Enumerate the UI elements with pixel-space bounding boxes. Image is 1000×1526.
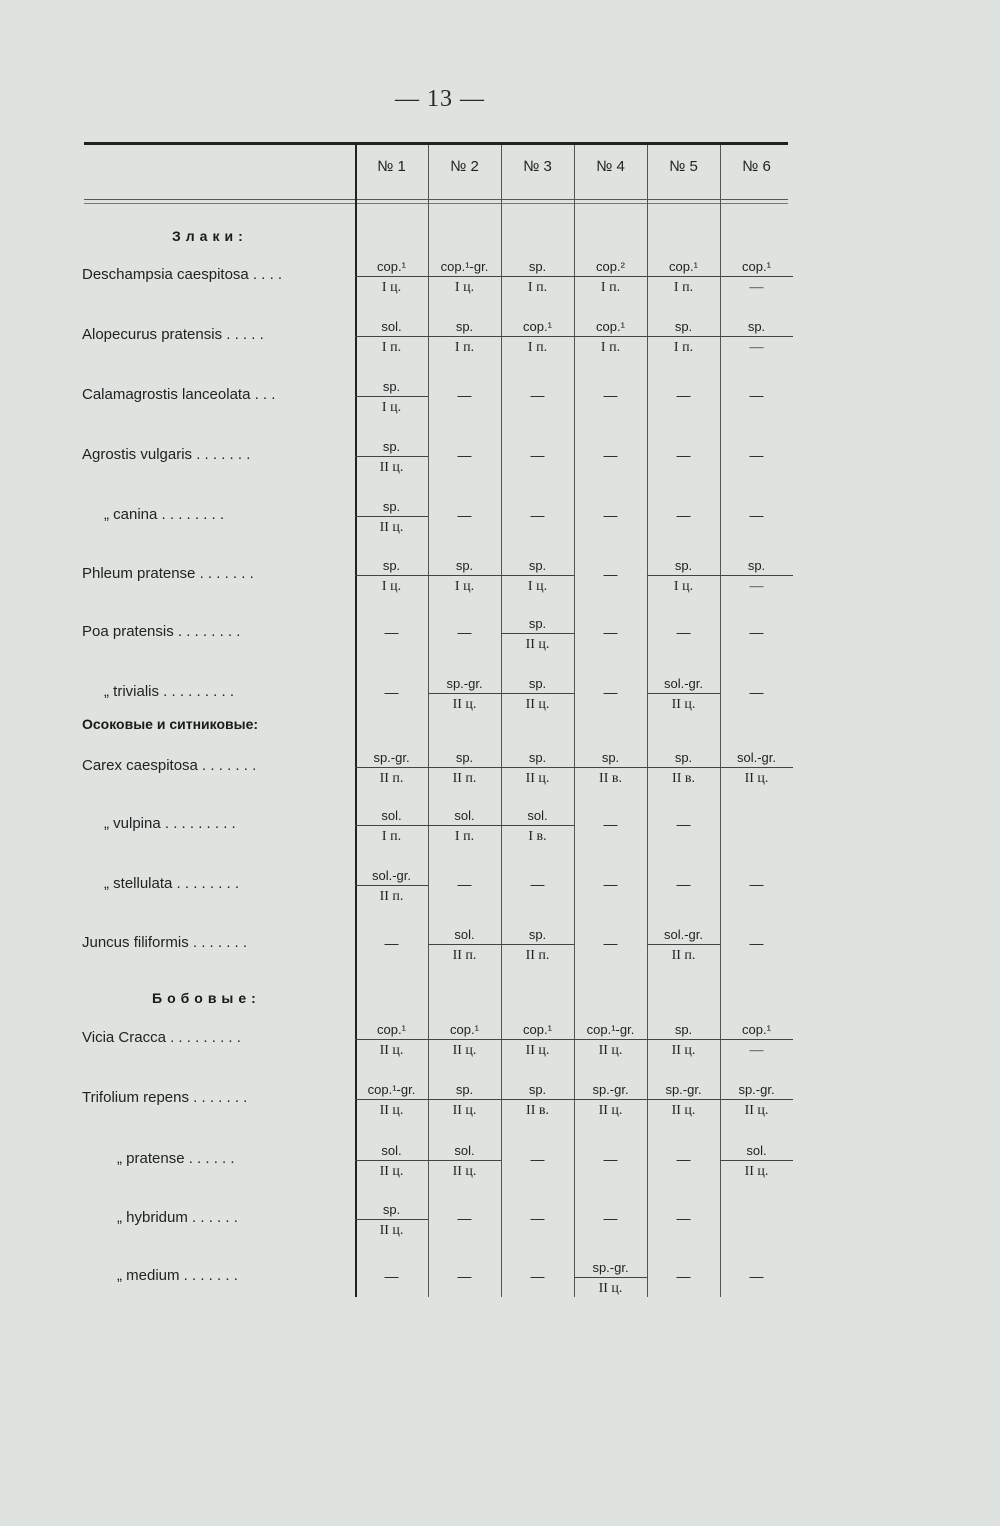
grade-value: I п.	[673, 340, 694, 355]
grade-value: II в.	[672, 771, 695, 786]
grade-value: I п.	[454, 829, 475, 844]
abundance-value: cop.¹-gr.	[428, 257, 501, 277]
table-header-rule	[84, 199, 788, 200]
grade-value: I ц.	[673, 579, 694, 594]
abundance-value: cop.¹	[501, 1020, 574, 1040]
column-header: № 2	[450, 158, 479, 175]
empty-cell-dash: —	[530, 447, 545, 463]
empty-cell-dash: —	[676, 507, 691, 523]
species-name: „ vulpina . . . . . . . . .	[104, 815, 236, 832]
abundance-value: sp.	[647, 748, 720, 768]
empty-cell-dash: —	[530, 1210, 545, 1226]
abundance-value: sp.-gr.	[428, 674, 501, 694]
abundance-value: sp.	[355, 377, 428, 397]
empty-cell-dash: —	[457, 447, 472, 463]
grade-value: II ц.	[452, 1164, 477, 1179]
empty-cell-dash: —	[384, 684, 399, 700]
grade-value: —	[749, 1043, 764, 1058]
grade-value: I п.	[673, 280, 694, 295]
empty-cell-dash: —	[530, 507, 545, 523]
grade-value: I ц.	[381, 400, 402, 415]
grade-value: I п.	[600, 340, 621, 355]
grade-value: I п.	[381, 829, 402, 844]
abundance-value: sol.	[501, 806, 574, 826]
abundance-value: sol.	[355, 806, 428, 826]
empty-cell-dash: —	[603, 507, 618, 523]
abundance-value: sol.	[355, 317, 428, 337]
abundance-value: sol.	[428, 1141, 501, 1161]
empty-cell-dash: —	[603, 816, 618, 832]
grade-value: I ц.	[454, 280, 475, 295]
column-header: № 3	[523, 158, 552, 175]
species-name: Calamagrostis lanceolata . . .	[82, 386, 276, 403]
empty-cell-dash: —	[603, 684, 618, 700]
abundance-value: cop.¹	[574, 317, 647, 337]
species-name: „ pratense . . . . . .	[117, 1150, 235, 1167]
empty-cell-dash: —	[603, 1151, 618, 1167]
empty-cell-dash: —	[457, 624, 472, 640]
abundance-value: sp.	[720, 317, 793, 337]
species-name: Juncus filiformis . . . . . . .	[82, 934, 248, 951]
empty-cell-dash: —	[530, 387, 545, 403]
table-header-rule-secondary	[84, 203, 788, 204]
abundance-value: sol.-gr.	[647, 674, 720, 694]
species-name: Trifolium repens . . . . . . .	[82, 1089, 248, 1106]
grade-value: II ц.	[452, 1103, 477, 1118]
species-name: Agrostis vulgaris . . . . . . .	[82, 446, 251, 463]
abundance-value: sp.	[647, 556, 720, 576]
grade-value: II ц.	[598, 1103, 623, 1118]
section-title: Злаки:	[172, 228, 248, 244]
empty-cell-dash: —	[457, 876, 472, 892]
grade-value: I в.	[528, 829, 547, 844]
empty-cell-dash: —	[457, 1210, 472, 1226]
empty-cell-dash: —	[384, 935, 399, 951]
empty-cell-dash: —	[676, 387, 691, 403]
empty-cell-dash: —	[530, 1268, 545, 1284]
grade-value: I п.	[527, 340, 548, 355]
empty-cell-dash: —	[749, 624, 764, 640]
species-name: „ stellulata . . . . . . . .	[104, 875, 240, 892]
grade-value: II ц.	[671, 1043, 696, 1058]
species-name: „ trivialis . . . . . . . . .	[104, 683, 235, 700]
column-header: № 5	[669, 158, 698, 175]
abundance-value: sp.	[501, 925, 574, 945]
grade-value: II ц.	[744, 771, 769, 786]
abundance-value: sp.-gr.	[574, 1258, 647, 1278]
abundance-value: sp.	[428, 317, 501, 337]
empty-cell-dash: —	[676, 816, 691, 832]
abundance-value: cop.¹-gr.	[574, 1020, 647, 1040]
abundance-value: sp.	[501, 614, 574, 634]
grade-value: —	[749, 280, 764, 295]
grade-value: II ц.	[452, 1043, 477, 1058]
empty-cell-dash: —	[457, 387, 472, 403]
grade-value: II ц.	[379, 1164, 404, 1179]
section-title: Бобовые:	[152, 990, 261, 1006]
abundance-value: sp.	[647, 1020, 720, 1040]
empty-cell-dash: —	[749, 387, 764, 403]
empty-cell-dash: —	[676, 1210, 691, 1226]
empty-cell-dash: —	[603, 876, 618, 892]
empty-cell-dash: —	[676, 1268, 691, 1284]
column-header: № 4	[596, 158, 625, 175]
grade-value: II ц.	[379, 520, 404, 535]
empty-cell-dash: —	[603, 387, 618, 403]
abundance-value: cop.¹	[428, 1020, 501, 1040]
grade-value: II п.	[525, 948, 550, 963]
empty-cell-dash: —	[676, 447, 691, 463]
empty-cell-dash: —	[603, 935, 618, 951]
section-title: Осоковые и ситниковые:	[82, 716, 259, 732]
abundance-value: sp.	[355, 556, 428, 576]
species-name: Carex caespitosa . . . . . . .	[82, 757, 257, 774]
table-top-rule	[84, 142, 788, 145]
abundance-value: sol.-gr.	[647, 925, 720, 945]
abundance-value: sol.	[355, 1141, 428, 1161]
species-name: Alopecurus pratensis . . . . .	[82, 326, 264, 343]
empty-cell-dash: —	[749, 447, 764, 463]
grade-value: II п.	[452, 948, 477, 963]
abundance-value: cop.¹	[720, 1020, 793, 1040]
empty-cell-dash: —	[457, 1268, 472, 1284]
empty-cell-dash: —	[603, 624, 618, 640]
empty-cell-dash: —	[603, 447, 618, 463]
abundance-value: cop.¹	[647, 257, 720, 277]
abundance-value: sp.	[501, 748, 574, 768]
abundance-value: sol.-gr.	[355, 866, 428, 886]
grade-value: II п.	[379, 771, 404, 786]
abundance-value: sol.-gr.	[720, 748, 793, 768]
grade-value: —	[749, 340, 764, 355]
species-name: Phleum pratense . . . . . . .	[82, 565, 254, 582]
abundance-value: cop.¹	[355, 257, 428, 277]
grade-value: II ц.	[671, 697, 696, 712]
grade-value: I ц.	[527, 579, 548, 594]
abundance-value: sp.	[428, 1080, 501, 1100]
abundance-value: cop.¹	[355, 1020, 428, 1040]
grade-value: II ц.	[452, 697, 477, 712]
grade-value: II ц.	[525, 1043, 550, 1058]
grade-value: II п.	[452, 771, 477, 786]
grade-value: II ц.	[379, 460, 404, 475]
empty-cell-dash: —	[749, 507, 764, 523]
grade-value: II в.	[599, 771, 622, 786]
abundance-value: sp.	[501, 674, 574, 694]
abundance-value: sol.	[428, 806, 501, 826]
grade-value: II ц.	[744, 1103, 769, 1118]
empty-cell-dash: —	[603, 1210, 618, 1226]
empty-cell-dash: —	[749, 684, 764, 700]
abundance-value: sol.	[428, 925, 501, 945]
empty-cell-dash: —	[457, 507, 472, 523]
empty-cell-dash: —	[676, 876, 691, 892]
abundance-value: sp.	[428, 748, 501, 768]
empty-cell-dash: —	[530, 1151, 545, 1167]
grade-value: I п.	[454, 340, 475, 355]
grade-value: I п.	[381, 340, 402, 355]
empty-cell-dash: —	[749, 1268, 764, 1284]
grade-value: II ц.	[525, 771, 550, 786]
empty-cell-dash: —	[603, 566, 618, 582]
abundance-value: sp.	[501, 556, 574, 576]
species-name: „ medium . . . . . . .	[117, 1267, 238, 1284]
empty-cell-dash: —	[384, 624, 399, 640]
species-name: Poa pratensis . . . . . . . .	[82, 623, 241, 640]
abundance-value: sp.	[355, 437, 428, 457]
abundance-value: sp.	[720, 556, 793, 576]
species-name: Vicia Cracca . . . . . . . . .	[82, 1029, 241, 1046]
empty-cell-dash: —	[676, 1151, 691, 1167]
grade-value: II ц.	[671, 1103, 696, 1118]
empty-cell-dash: —	[530, 876, 545, 892]
grade-value: II ц.	[525, 637, 550, 652]
species-name: Deschampsia caespitosa . . . .	[82, 266, 283, 283]
abundance-value: sp.	[501, 257, 574, 277]
grade-value: I ц.	[381, 280, 402, 295]
species-name: „ hybridum . . . . . .	[117, 1209, 238, 1226]
abundance-value: sp.	[501, 1080, 574, 1100]
abundance-value: sp.-gr.	[720, 1080, 793, 1100]
abundance-value: sp.-gr.	[647, 1080, 720, 1100]
empty-cell-dash: —	[676, 624, 691, 640]
grade-value: I п.	[527, 280, 548, 295]
column-header: № 1	[377, 158, 406, 175]
grade-value: II ц.	[525, 697, 550, 712]
abundance-value: sp.	[355, 497, 428, 517]
grade-value: I ц.	[381, 579, 402, 594]
empty-cell-dash: —	[749, 935, 764, 951]
empty-cell-dash: —	[749, 876, 764, 892]
abundance-value: sp.-gr.	[355, 748, 428, 768]
grade-value: II ц.	[379, 1043, 404, 1058]
column-header: № 6	[742, 158, 771, 175]
page-number: — 13 —	[395, 86, 485, 112]
grade-value: —	[749, 579, 764, 594]
species-name: „ canina . . . . . . . .	[104, 506, 225, 523]
abundance-value: sp.	[574, 748, 647, 768]
abundance-value: cop.¹-gr.	[355, 1080, 428, 1100]
grade-value: II п.	[671, 948, 696, 963]
abundance-value: cop.¹	[720, 257, 793, 277]
abundance-value: sol.	[720, 1141, 793, 1161]
grade-value: II п.	[379, 889, 404, 904]
abundance-value: cop.²	[574, 257, 647, 277]
grade-value: II в.	[526, 1103, 549, 1118]
grade-value: II ц.	[379, 1223, 404, 1238]
abundance-value: sp.	[428, 556, 501, 576]
abundance-value: cop.¹	[501, 317, 574, 337]
empty-cell-dash: —	[384, 1268, 399, 1284]
abundance-value: sp.	[355, 1200, 428, 1220]
grade-value: II ц.	[598, 1043, 623, 1058]
grade-value: I ц.	[454, 579, 475, 594]
grade-value: II ц.	[598, 1281, 623, 1296]
grade-value: II ц.	[379, 1103, 404, 1118]
grade-value: I п.	[600, 280, 621, 295]
abundance-value: sp.	[647, 317, 720, 337]
abundance-value: sp.-gr.	[574, 1080, 647, 1100]
grade-value: II ц.	[744, 1164, 769, 1179]
